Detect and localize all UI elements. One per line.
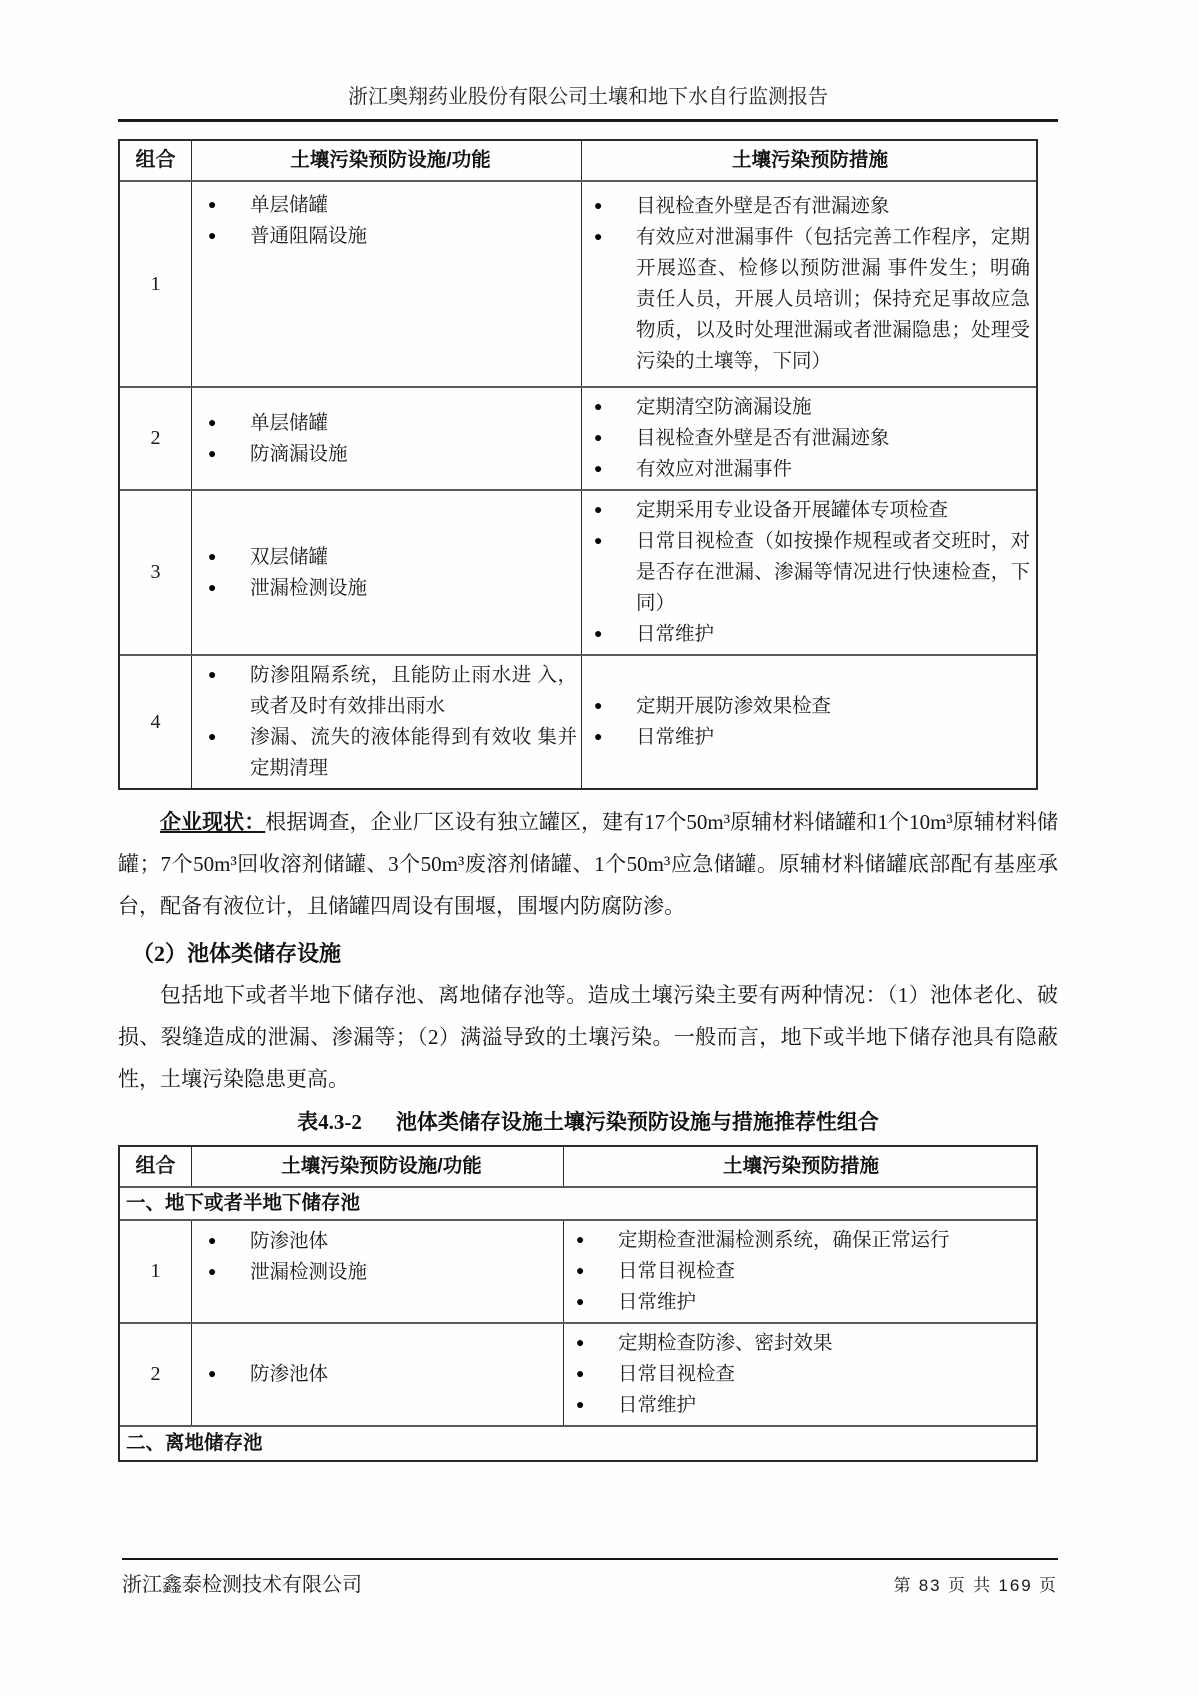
bullet-icon: ● — [208, 446, 217, 462]
table-header-row — [120, 1147, 1036, 1188]
bullet-icon: ● — [576, 1367, 585, 1382]
combo-number-cell: 2 — [120, 1324, 192, 1425]
bullet-text: 日常维护 — [618, 1292, 697, 1313]
bullet-list-item — [572, 1287, 1030, 1318]
bullet-icon: ● — [576, 1336, 585, 1351]
bullet-list-item — [204, 190, 577, 221]
measures-cell — [564, 1324, 1036, 1425]
bullet-list-item — [590, 495, 1030, 526]
bullet-text: 日常目视检查 — [618, 1261, 736, 1282]
column-header-facilities: 土壤污染预防设施/功能 — [192, 1147, 564, 1186]
bullet-icon: ● — [594, 230, 603, 245]
bullet-text: 有效应对泄漏事件（包括完善工作程序，定期开展巡查、检修以预防泄漏 事件发生；明确责任人员，开展人员培训；保持充足事故应急物质，以及时处理泄漏或者泄漏隐患；处理受污染的土壤等，下同） — [636, 227, 1030, 372]
bullet-icon: ● — [208, 198, 217, 213]
bullet-text: 定期清空防滴漏设施 — [636, 397, 812, 418]
bullet-text: 定期开展防渗效果检查 — [636, 696, 832, 717]
column-header-facilities: 土壤污染预防设施/功能 — [192, 141, 582, 180]
table-row — [120, 491, 1036, 656]
bullet-icon: ● — [594, 534, 603, 549]
measures-cell — [582, 388, 1036, 489]
bullet-list-item — [572, 1390, 1030, 1421]
facilities-cell — [192, 656, 582, 788]
bullet-text: 渗漏、流失的液体能得到有效收 集并定期清理 — [250, 727, 577, 779]
bullet-list-item — [204, 542, 577, 573]
table-caption — [118, 1104, 1058, 1140]
bullet-list-item — [204, 1257, 559, 1288]
bullet-icon: ● — [208, 1234, 217, 1249]
bullet-text: 防渗池体 — [250, 1231, 329, 1252]
bullet-text: 单层储罐 — [250, 195, 329, 216]
footer-page-current: 83 — [918, 1576, 942, 1595]
bullet-icon: ● — [576, 1295, 585, 1310]
bullet-list-item — [204, 439, 577, 470]
bullet-list-item — [572, 1359, 1030, 1390]
bullet-icon: ● — [208, 229, 217, 244]
table-row — [120, 182, 1036, 388]
bullet-list-item — [590, 191, 1030, 222]
bullet-text: 目视检查外壁是否有泄漏迹象 — [636, 428, 890, 449]
bullet-list-item — [590, 454, 1030, 485]
footer-page-total: 169 — [998, 1576, 1033, 1595]
bullet-icon: ● — [208, 668, 217, 683]
footer-page-prefix: 第 — [893, 1576, 913, 1595]
table-tank-prevention — [118, 139, 1038, 790]
combo-number-cell: 3 — [120, 491, 192, 654]
bullet-list-item — [204, 722, 577, 784]
bullet-text: 防滴漏设施 — [250, 443, 348, 465]
bullet-text: 定期检查泄漏检测系统，确保正常运行 — [618, 1230, 950, 1251]
combo-number-cell: 1 — [120, 1221, 192, 1322]
bullet-list-item — [572, 1225, 1030, 1256]
bullet-icon: ● — [208, 580, 217, 596]
table1-rows — [120, 182, 1036, 788]
bullet-text: 目视检查外壁是否有泄漏迹象 — [636, 196, 890, 217]
status-label: 企业现状： — [160, 810, 266, 834]
table-caption-text: 池体类储存设施土壤污染预防设施与措施推荐性组合 — [395, 1110, 879, 1134]
bullet-icon: ● — [576, 1398, 585, 1413]
bullet-text: 单层储罐 — [250, 412, 329, 434]
bullet-text: 定期采用专业设备开展罐体专项检查 — [636, 500, 949, 521]
bullet-text: 日常目视检查（如按操作规程或者交班时，对是否存在泄漏、渗漏等情况进行快速检查，下同） — [636, 531, 1030, 614]
bullet-icon: ● — [594, 400, 603, 415]
bullet-text: 定期检查防渗、密封效果 — [618, 1333, 833, 1354]
facilities-cell — [192, 491, 582, 654]
measures-cell — [582, 182, 1036, 386]
bullet-list-item — [204, 573, 577, 604]
bullet-icon: ● — [594, 699, 603, 714]
combo-number-cell: 2 — [120, 388, 192, 489]
bullet-icon: ● — [594, 431, 603, 446]
table-row — [120, 388, 1036, 491]
facilities-cell — [192, 1324, 564, 1425]
page-content — [118, 84, 1058, 1462]
bullet-list-item — [204, 221, 577, 252]
bullet-text: 有效应对泄漏事件 — [636, 459, 793, 480]
bullet-list-item — [204, 660, 577, 722]
bullet-icon: ● — [208, 1367, 217, 1382]
table-row — [120, 1221, 1036, 1324]
column-header-combo: 组合 — [120, 141, 192, 180]
bullet-icon: ● — [594, 199, 603, 214]
section-heading: （2）池体类储存设施 — [132, 941, 342, 966]
bullet-text: 防渗池体 — [250, 1364, 329, 1385]
bullet-icon: ● — [576, 1264, 585, 1279]
table-row — [120, 656, 1036, 788]
bullet-icon: ● — [208, 730, 217, 745]
bullet-list-item — [572, 1328, 1030, 1359]
bullet-list-item — [572, 1256, 1030, 1287]
facilities-cell — [192, 182, 582, 386]
column-header-measures: 土壤污染预防措施 — [731, 149, 888, 171]
bullet-text: 普通阻隔设施 — [250, 226, 368, 247]
bullet-list-item — [590, 222, 1030, 377]
measures-cell — [564, 1221, 1036, 1322]
bullet-text: 泄漏检测设施 — [250, 577, 368, 599]
footer-page-suffix: 页 — [1039, 1576, 1058, 1595]
document-footer — [122, 1558, 1058, 1597]
status-paragraph — [118, 801, 1058, 927]
table-section-aboveground: 二、离地储存池 — [126, 1432, 263, 1454]
bullet-list-item — [590, 691, 1030, 722]
bullet-list-item — [590, 392, 1030, 423]
section-paragraph: 包括地下或者半地下储存池、离地储存池等。造成土壤污染主要有两种情况：（1）池体老化、破损、裂缝造成的泄漏、渗漏等；（2）满溢导致的土壤污染。一般而言，地下或半地下储存池具有隐蔽性，土壤污染隐患更高。 — [118, 983, 1058, 1091]
combo-number-cell: 1 — [120, 182, 192, 386]
combo-number-cell: 4 — [120, 656, 192, 788]
column-header-measures: 土壤污染预防措施 — [722, 1155, 879, 1177]
bullet-icon: ● — [576, 1233, 585, 1248]
bullet-icon: ● — [594, 503, 603, 518]
bullet-list-item — [204, 1226, 559, 1257]
table2-rows — [120, 1221, 1036, 1427]
bullet-list-item — [204, 1359, 559, 1390]
bullet-list-item — [590, 526, 1030, 619]
footer-company-name: 浙江鑫泰检测技术有限公司 — [122, 1574, 362, 1596]
bullet-icon: ● — [208, 1265, 217, 1280]
status-text: 根据调查，企业厂区设有独立罐区，建有17个50m³原辅材料储罐和1个10m³原辅材料储罐；7个50m³回收溶剂储罐、3个50m³废溶剂储罐、1个50m³应急储罐。原辅材料储罐底部配有基座承台，配备有液位计，且储罐四周设有围堰，围堰内防腐防渗。 — [118, 810, 1058, 918]
bullet-text: 日常维护 — [636, 624, 715, 645]
footer-page-mid: 页 共 — [947, 1576, 993, 1595]
facilities-cell — [192, 388, 582, 489]
bullet-icon: ● — [594, 627, 603, 642]
footer-page-number — [893, 1571, 1058, 1596]
table-row — [120, 1324, 1036, 1425]
bullet-text: 泄漏检测设施 — [250, 1262, 368, 1283]
bullet-list-item — [590, 423, 1030, 454]
bullet-icon: ● — [208, 549, 217, 565]
document-header-title: 浙江奥翔药业股份有限公司土壤和地下水自行监测报告 — [118, 84, 1058, 122]
measures-cell — [582, 491, 1036, 654]
bullet-list-item — [590, 722, 1030, 753]
bullet-text: 日常维护 — [636, 727, 715, 748]
bullet-text: 日常维护 — [618, 1395, 697, 1416]
measures-cell — [582, 656, 1036, 788]
bullet-text: 防渗阻隔系统，且能防止雨水进 入，或者及时有效排出雨水 — [250, 665, 577, 717]
bullet-icon: ● — [594, 462, 603, 477]
bullet-icon: ● — [594, 730, 603, 745]
bullet-list-item — [590, 619, 1030, 650]
table-section-underground: 一、地下或者半地下储存池 — [120, 1188, 1036, 1221]
bullet-icon: ● — [208, 415, 217, 431]
table-caption-number: 表4.3-2 — [297, 1110, 362, 1134]
column-header-combo: 组合 — [120, 1147, 192, 1186]
bullet-text: 日常目视检查 — [618, 1364, 736, 1385]
facilities-cell — [192, 1221, 564, 1322]
table-pool-prevention — [118, 1145, 1038, 1462]
bullet-text: 双层储罐 — [250, 546, 329, 568]
bullet-list-item — [204, 408, 577, 439]
table-header-row — [120, 141, 1036, 182]
